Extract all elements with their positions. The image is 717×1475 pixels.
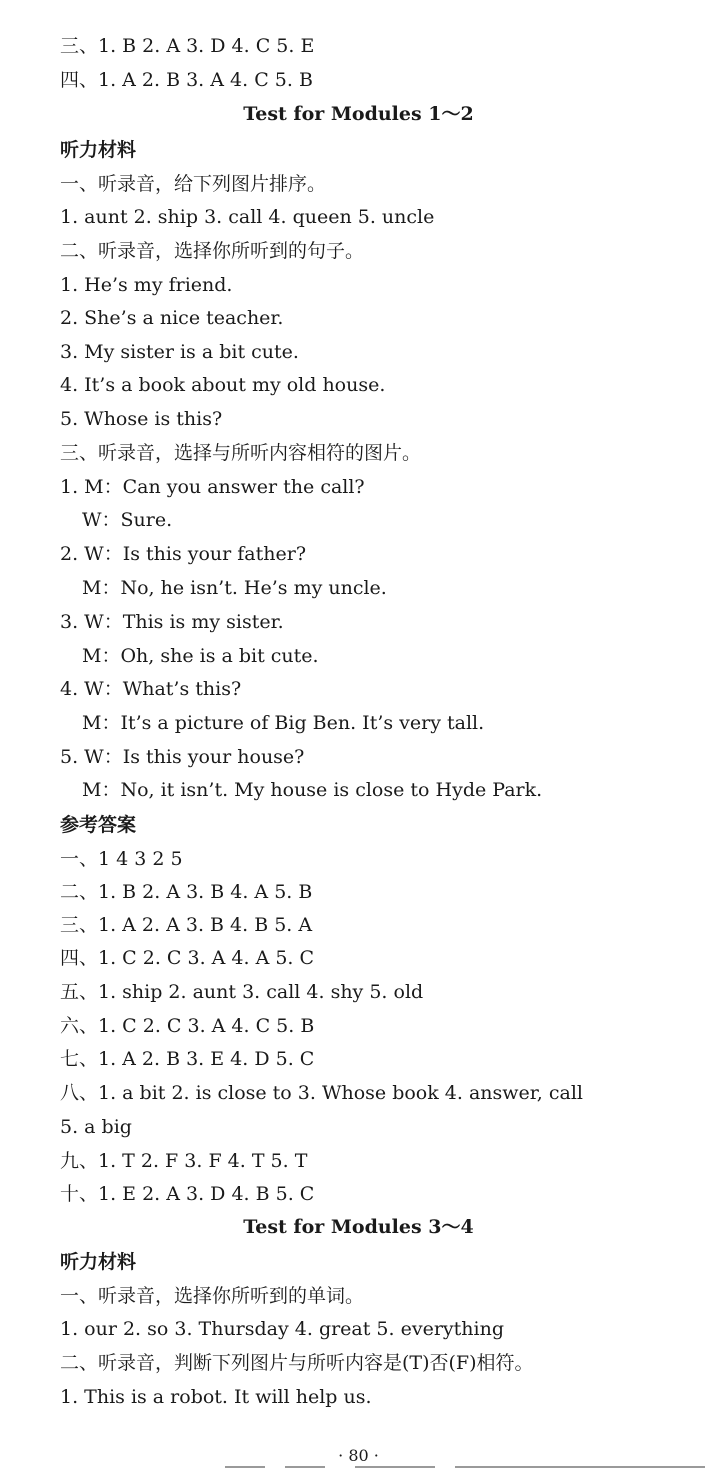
instruction-5: 二、听录音，判断下列图片与所听内容是(T)否(F)相符。 [60,1352,534,1374]
dialogue-2-w: 2. W：Is this your father? [60,543,307,565]
sentence-6: 1. This is a robot. It will help us. [60,1386,372,1408]
sentence-2: 2. She’s a nice teacher. [60,307,284,329]
word-list: 1. aunt 2. ship 3. call 4. queen 5. uncle [60,206,435,228]
answer-row-4b: 四、1. C 2. C 3. A 4. A 5. C [60,947,315,969]
dialogue-3-m: M：Oh, she is a bit cute. [82,645,319,667]
sentence-1: 1. He’s my friend. [60,274,233,296]
answer-row-3: 三、1. B 2. A 3. D 4. C 5. E [60,35,315,57]
answer-row-7: 七、1. A 2. B 3. E 4. D 5. C [60,1048,315,1070]
dialogue-1-w: W：Sure. [82,509,173,531]
sentence-3: 3. My sister is a bit cute. [60,341,299,363]
answer-row-10: 十、1. E 2. A 3. D 4. B 5. C [60,1183,315,1205]
dialogue-5-w: 5. W：Is this your house? [60,746,305,768]
answer-row-6: 六、1. C 2. C 3. A 4. C 5. B [60,1015,315,1037]
section-heading-listening: 听力材料 [60,139,137,161]
sentence-4: 4. It’s a book about my old house. [60,374,386,396]
dialogue-4-m: M：It’s a picture of Big Ben. It’s very tall. [82,712,485,734]
dialogue-2-m: M：No, he isn’t. He’s my uncle. [82,577,387,599]
answer-row-5: 五、1. ship 2. aunt 3. call 4. shy 5. old [60,981,424,1003]
test-title-modules-3-4: Test for Modules 3～4 [243,1216,474,1238]
section-heading-listening-2: 听力材料 [60,1251,137,1273]
dialogue-3-w: 3. W：This is my sister. [60,611,284,633]
footer-rule [285,1466,325,1468]
footer-rule [225,1466,265,1468]
instruction-1: 一、听录音，给下列图片排序。 [60,173,327,195]
dialogue-5-m: M：No, it isn’t. My house is close to Hyde Park. [82,779,543,801]
footer-rule [355,1466,435,1468]
dialogue-4-w: 4. W：What’s this? [60,678,242,700]
answer-row-8: 八、1. a bit 2. is close to 3. Whose book 4. answer, call [60,1082,583,1104]
answer-row-3b: 三、1. A 2. A 3. B 4. B 5. A [60,914,313,936]
answer-row-4: 四、1. A 2. B 3. A 4. C 5. B [60,69,313,91]
section-heading-answers: 参考答案 [60,814,137,836]
instruction-4: 一、听录音，选择你所听到的单词。 [60,1285,365,1307]
page-number: · 80 · [338,1446,379,1465]
answer-row-9: 九、1. T 2. F 3. F 4. T 5. T [60,1150,308,1172]
answer-row-8-cont: 5. a big [60,1116,132,1138]
dialogue-1-m: 1. M：Can you answer the call? [60,476,365,498]
answer-row-1: 一、1 4 3 2 5 [60,848,183,870]
test-title-modules-1-2: Test for Modules 1～2 [243,103,474,125]
answer-row-2: 二、1. B 2. A 3. B 4. A 5. B [60,881,313,903]
instruction-3: 三、听录音，选择与所听内容相符的图片。 [60,442,422,464]
word-list-2: 1. our 2. so 3. Thursday 4. great 5. everything [60,1318,504,1340]
footer-rule [455,1466,705,1468]
sentence-5: 5. Whose is this? [60,408,223,430]
instruction-2: 二、听录音，选择你所听到的句子。 [60,240,365,262]
